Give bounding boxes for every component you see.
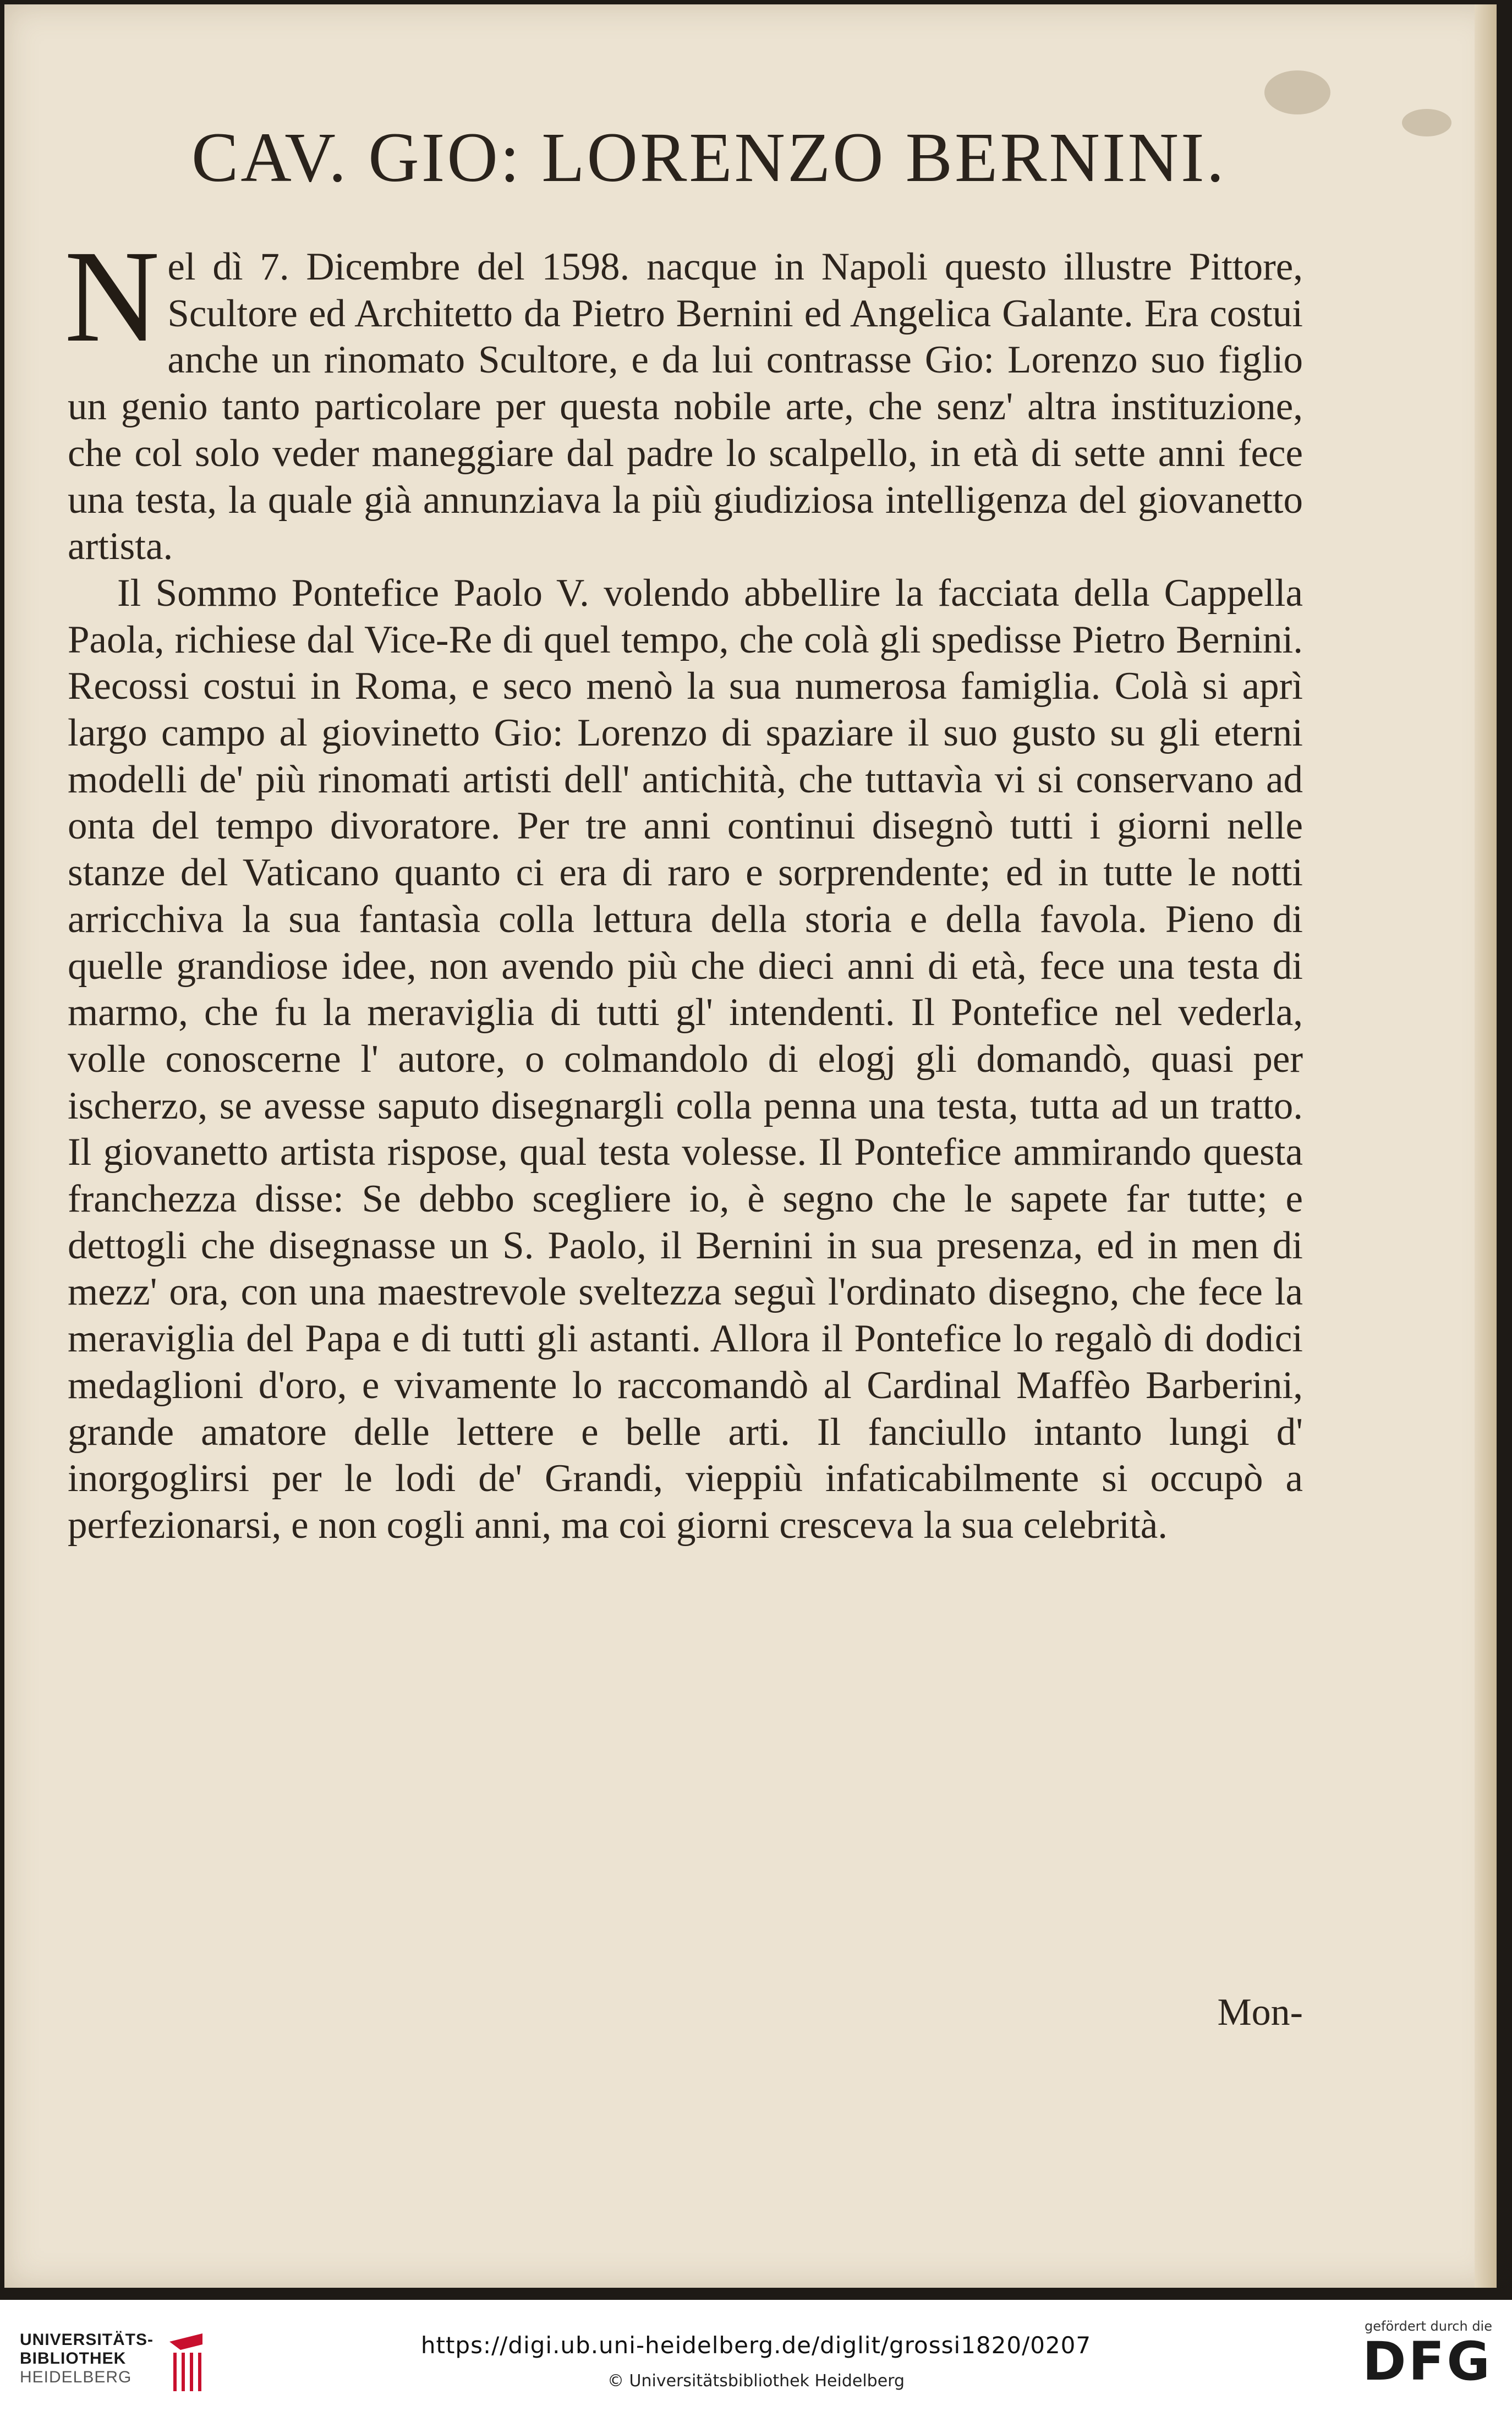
scanned-page [4,4,1497,2288]
library-line-1: UNIVERSITÄTS- [20,2331,154,2349]
funding-label: gefördert durch die [1365,2319,1492,2334]
paragraph-1-text: el dì 7. Dicembre del 1598. nacque in Napoli questo illustre Pittore, Scultore ed Architetto da Pietro Bernini ed Angelica Galante. Era costui anche un rinomato Scultore, e da lui contrasse Gio: Lorenzo suo figlio un genio tanto particolare per questa nobile arte, che senz' altra instituzione, che col solo veder maneggiare dal padre lo scalpello, in età di sette anni fece una testa, la quale già annunziava la più giudiziosa intelligenza del giovanetto artista. [68,245,1303,568]
copyright-notice: © Universitätsbibliothek Heidelberg [607,2371,905,2391]
foxing-spot [1402,109,1451,136]
dfg-mark: DFG [1362,2331,1492,2392]
paragraph-1 [64,223,1303,570]
catchword: Mon- [1217,1991,1303,2034]
page-title: CAV. GIO: LORENZO BERNINI. [191,118,1226,196]
permalink-url[interactable]: https://digi.ub.uni-heidelberg.de/diglit/grossi1820/0207 [420,2332,1092,2359]
library-line-2: BIBLIOTHEK [20,2349,127,2368]
drop-cap: N [64,223,160,369]
foxing-spot [1264,70,1330,114]
library-line-3: HEIDELBERG [20,2368,132,2386]
footer-bar [0,2300,1512,2411]
page-edge [1475,4,1497,2288]
dfg-logo-icon[interactable] [1338,2319,1492,2401]
paragraph-2: Il Sommo Pontefice Paolo V. volendo abbellire la facciata della Cappella Paola, richiese dal Vice-Re di quel tempo, che colà gli spedisse Pietro Bernini. Recossi costui in Roma, e seco menò la sua numerosa famiglia. Colà si aprì largo campo al giovinetto Gio: Lorenzo di spaziare il suo gusto su gli eterni modelli de' più rinomati artisti dell' antichità, che tuttavìa vi si conservano ad onta del tempo divoratore. Per tre anni continui disegnò tutti i giorni nelle stanze del Vaticano quanto ci era di raro e sorprendente; ed in tutte le notti arricchiva la sua fantasìa colla lettura della storia e della favola. Pieno di quelle grandiose idee, non avendo più che dieci anni di età, fece una testa di marmo, che fu la meraviglia di tutti gl' intendenti. Il Pontefice nel vederla, volle conoscerne l' autore, o colmandolo di elogj gli domandò, quasi per ischerzo, se avesse saputo disegnargli colla penna una testa, tutta ad un tratto. Il giovanetto artista rispose, qual testa volesse. Il Pontefice ammirando questa franchezza disse: Se debbo scegliere io, è segno che le sapete far tutte; e dettogli che disegnasse un S. Paolo, il Bernini in sua presenza, ed in men di mezz' ora, con una maestrevole sveltezza seguì l'ordinato disegno, che fece la meraviglia del Papa e di tutti gli astanti. Allora il Pontefice lo regalò di dodici medaglioni d'oro, e vivamente lo raccomandò al Cardinal Maffèo Barberini, grande amatore delle lettere e belle arti. Il fanciullo intanto lungi d' inorgoglirsi per le lodi de' Grandi, vieppiù infaticabilmente si occupò a perfezionarsi, e non cogli anni, ma coi giorni cresceva la sua celebrità. [68,571,1303,1547]
body-text [64,223,1303,1549]
